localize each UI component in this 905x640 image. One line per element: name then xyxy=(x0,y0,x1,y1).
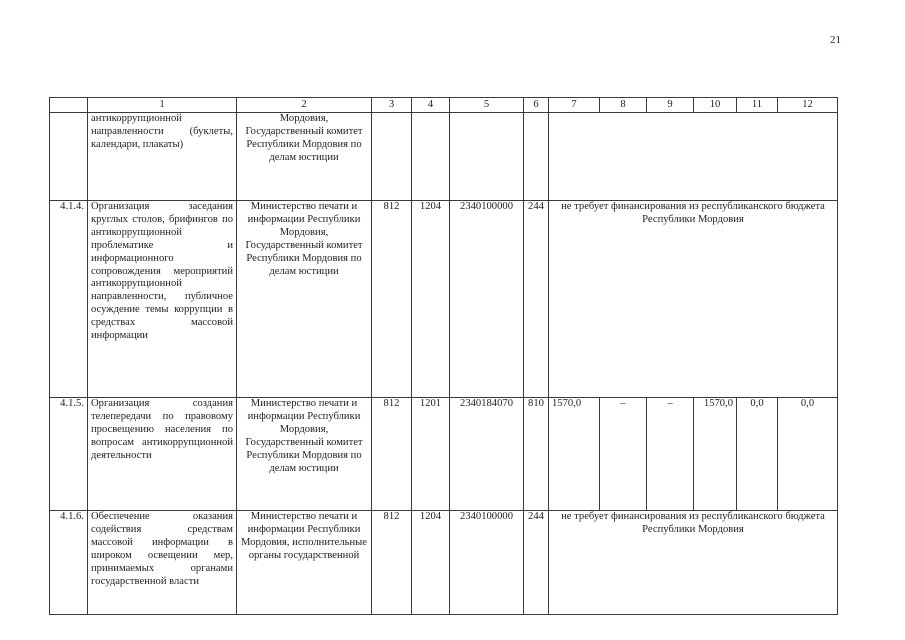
code-5: 2340100000 xyxy=(450,511,524,615)
funding-note: не требует финансирования из республиканского бюджета Республики Мордовия xyxy=(549,201,838,398)
code-6: 244 xyxy=(524,201,549,398)
measure-name: Обеспечение оказания содействия средствам массовой информации в широком освещении мер, принимаемых органами государственной власти xyxy=(88,511,237,615)
header-cell: 6 xyxy=(524,98,549,113)
measure-name: Организация создания телепередачи по правовому просвещению населения по вопросам антикоррупционной деятельности xyxy=(88,398,237,511)
funding-note xyxy=(549,113,838,201)
code-3 xyxy=(372,113,412,201)
row-id: 4.1.5. xyxy=(50,398,88,511)
amount-total: 1570,0 xyxy=(549,398,600,511)
row-id: 4.1.4. xyxy=(50,201,88,398)
code-3: 812 xyxy=(372,201,412,398)
executor: Министерство печати и информации Республики Мордовия, Государственный комитет Республики Мордовия по делам юстиции xyxy=(237,201,372,398)
page-number: 21 xyxy=(830,34,841,46)
code-6 xyxy=(524,113,549,201)
header-cell: 5 xyxy=(450,98,524,113)
amount-year-4: 0,0 xyxy=(737,398,778,511)
measure-name: антикоррупционной направленности (буклеты, календари, плакаты) xyxy=(88,113,237,201)
header-cell: 8 xyxy=(600,98,647,113)
header-cell: 10 xyxy=(694,98,737,113)
code-6: 244 xyxy=(524,511,549,615)
code-5 xyxy=(450,113,524,201)
amount-year-3: 1570,0 xyxy=(694,398,737,511)
header-cell: 3 xyxy=(372,98,412,113)
header-cell xyxy=(50,98,88,113)
amount-year-1: – xyxy=(600,398,647,511)
code-6: 810 xyxy=(524,398,549,511)
header-cell: 2 xyxy=(237,98,372,113)
header-cell: 1 xyxy=(88,98,237,113)
header-cell: 12 xyxy=(778,98,838,113)
table-row xyxy=(50,201,838,398)
funding-note: не требует финансирования из республиканского бюджета Республики Мордовия xyxy=(549,511,838,615)
code-4: 1201 xyxy=(412,398,450,511)
row-id: 4.1.6. xyxy=(50,511,88,615)
table-row xyxy=(50,511,838,615)
header-cell: 11 xyxy=(737,98,778,113)
table-row xyxy=(50,113,838,201)
code-4 xyxy=(412,113,450,201)
code-3: 812 xyxy=(372,398,412,511)
amount-year-2: – xyxy=(647,398,694,511)
row-id xyxy=(50,113,88,201)
code-5: 2340100000 xyxy=(450,201,524,398)
code-3: 812 xyxy=(372,511,412,615)
header-cell: 9 xyxy=(647,98,694,113)
executor: Министерство печати и информации Республики Мордовия, Государственный комитет Республики Мордовия по делам юстиции xyxy=(237,398,372,511)
measure-name: Организация заседания круглых столов, брифингов по антикоррупционной проблематике и информационного сопровождения мероприятий антикоррупционной направленности, публичное осуждение темы коррупции в средствах массовой информации xyxy=(88,201,237,398)
code-4: 1204 xyxy=(412,511,450,615)
executor: Мордовия, Государственный комитет Республики Мордовия по делам юстиции xyxy=(237,113,372,201)
header-cell: 7 xyxy=(549,98,600,113)
code-4: 1204 xyxy=(412,201,450,398)
header-row xyxy=(50,98,838,113)
budget-table xyxy=(49,97,838,615)
table-row xyxy=(50,398,838,511)
code-5: 2340184070 xyxy=(450,398,524,511)
amount-year-5: 0,0 xyxy=(778,398,838,511)
header-cell: 4 xyxy=(412,98,450,113)
executor: Министерство печати и информации Республики Мордовия, исполнительные органы государственной xyxy=(237,511,372,615)
